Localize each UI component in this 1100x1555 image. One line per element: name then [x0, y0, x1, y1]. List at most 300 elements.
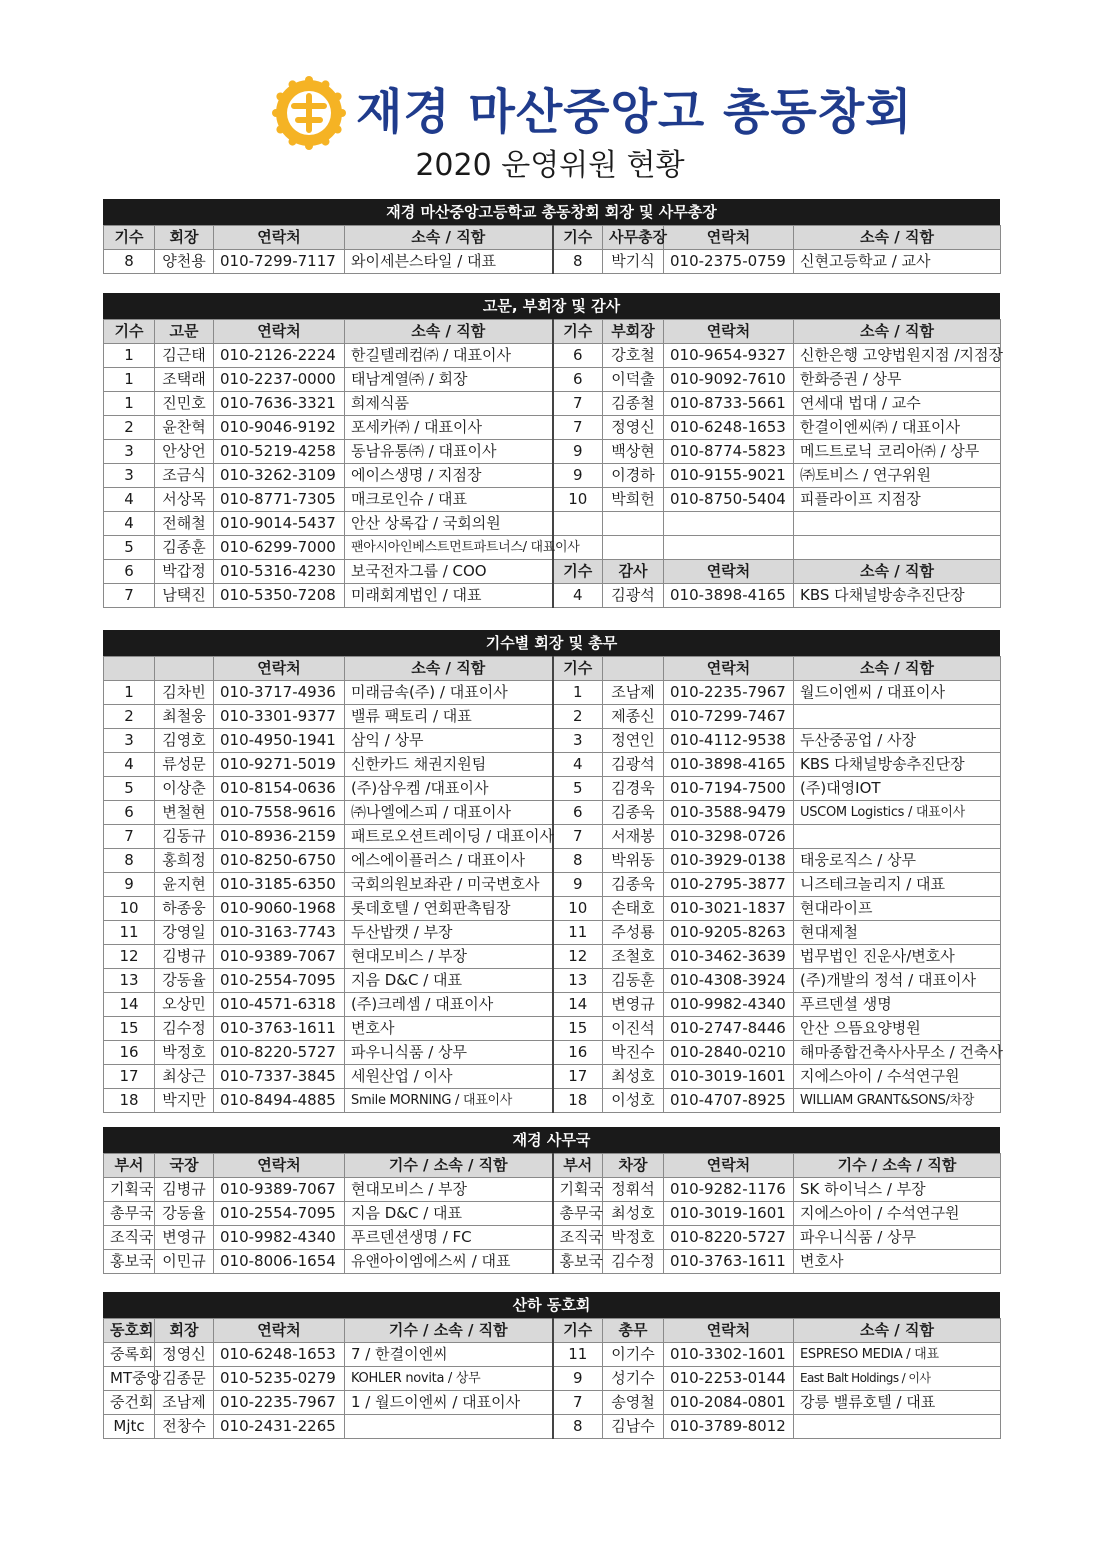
cell-phone: 010-9654-9327: [664, 344, 794, 368]
cell-name: 이덕출: [603, 368, 664, 392]
cell-class: 17: [553, 1065, 603, 1089]
cell-name: 박지만: [155, 1089, 214, 1113]
column-header: [603, 657, 664, 681]
cell-name: 서재봉: [603, 825, 664, 849]
cell-affiliation: 현대라이프: [794, 897, 1001, 921]
cell-name: 김경욱: [603, 777, 664, 801]
cell-affiliation: 변호사: [345, 1017, 553, 1041]
cell-class: 총무국: [104, 1202, 155, 1226]
cell-class: 3: [104, 464, 155, 488]
cell-phone: 010-6299-7000: [214, 536, 345, 560]
cell-affiliation: 밸류 팩토리 / 대표: [345, 705, 553, 729]
cell-phone: 010-2431-2265: [214, 1415, 345, 1439]
cell-affiliation: 롯데호텔 / 연회판촉팀장: [345, 897, 553, 921]
cell-class: 기획국: [104, 1178, 155, 1202]
cell-class: 10: [553, 897, 603, 921]
cell-phone: 010-8006-1654: [214, 1250, 345, 1274]
cell-name: 하종웅: [155, 897, 214, 921]
page-title: 재경 마산중앙고 총동창회: [356, 84, 913, 140]
cell-phone: 010-8154-0636: [214, 777, 345, 801]
cell-class: 16: [104, 1041, 155, 1065]
cell-class: 7: [553, 1391, 603, 1415]
cell-name: 주성룡: [603, 921, 664, 945]
cell-name: 이진석: [603, 1017, 664, 1041]
cell-phone: 010-7299-7117: [214, 250, 345, 274]
cell-affiliation: KBS 다채널방송추진단장: [794, 753, 1001, 777]
cell-class: 홍보국: [104, 1250, 155, 1274]
cell-name: 정영신: [603, 416, 664, 440]
cell-class: 6: [553, 344, 603, 368]
data-table: [103, 1153, 1001, 1274]
table-row: [104, 416, 1001, 440]
column-header: 사무총장: [603, 226, 664, 250]
cell-affiliation: 안산 상록갑 / 국회의원: [345, 512, 553, 536]
cell-affiliation: 현대제철: [794, 921, 1001, 945]
cell-name: 변철현: [155, 801, 214, 825]
cell-name: 정휘석: [603, 1178, 664, 1202]
cell-phone: 010-3298-0726: [664, 825, 794, 849]
cell-class: 18: [104, 1089, 155, 1113]
cell-class: 총무국: [553, 1202, 603, 1226]
cell-affiliation: 연세대 법대 / 교수: [794, 392, 1001, 416]
cell-class: 13: [553, 969, 603, 993]
column-header: 기수 / 소속 / 직함: [345, 1154, 553, 1178]
cell-affiliation: 태남계열㈜ / 회장: [345, 368, 553, 392]
cell-name: 김수정: [155, 1017, 214, 1041]
cell-phone: 010-3019-1601: [664, 1202, 794, 1226]
cell-phone: 010-2235-7967: [664, 681, 794, 705]
cell-name: 강동율: [155, 969, 214, 993]
cell-class: 1: [104, 392, 155, 416]
cell-name: 김광석: [603, 584, 664, 608]
cell-name: [603, 536, 664, 560]
cell-name: 강호철: [603, 344, 664, 368]
column-header: 연락처: [214, 226, 345, 250]
cell-name: 전해철: [155, 512, 214, 536]
cell-phone: 010-2840-0210: [664, 1041, 794, 1065]
cell-phone: 010-9046-9192: [214, 416, 345, 440]
cell-affiliation: 태웅로직스 / 상무: [794, 849, 1001, 873]
cell-class: 1: [104, 344, 155, 368]
table-row: [104, 512, 1001, 536]
cell-affiliation: 안산 으뜸요양병원: [794, 1017, 1001, 1041]
cell-class: 8: [553, 849, 603, 873]
cell-class: 3: [104, 729, 155, 753]
cell-phone: 010-5219-4258: [214, 440, 345, 464]
cell-class: 2: [553, 705, 603, 729]
cell-name: 손태호: [603, 897, 664, 921]
cell-phone: [664, 536, 794, 560]
cell-phone: 010-6248-1653: [664, 416, 794, 440]
table-header-row: [104, 1319, 1001, 1343]
page-header: [0, 70, 1100, 190]
cell-affiliation: KBS 다채널방송추진단장: [794, 584, 1001, 608]
cell-phone: 010-2126-2224: [214, 344, 345, 368]
cell-name: 윤지현: [155, 873, 214, 897]
cell-affiliation: [345, 1415, 553, 1439]
cell-name: 조남제: [603, 681, 664, 705]
cell-affiliation: 메드트로닉 코리아㈜ / 상무: [794, 440, 1001, 464]
cell-phone: 010-8733-5661: [664, 392, 794, 416]
cell-name: 전창수: [155, 1415, 214, 1439]
cell-class: 12: [553, 945, 603, 969]
cell-phone: 010-3717-4936: [214, 681, 345, 705]
column-header: 기수: [553, 1319, 603, 1343]
cell-phone: 010-8774-5823: [664, 440, 794, 464]
cell-class: 4: [104, 753, 155, 777]
table-row: [104, 1017, 1001, 1041]
cell-affiliation: (주)삼우켐 /대표이사: [345, 777, 553, 801]
cell-affiliation: 신한카드 채권지원팀: [345, 753, 553, 777]
cell-class: 15: [553, 1017, 603, 1041]
table-row: [104, 1041, 1001, 1065]
school-emblem-icon: [272, 76, 346, 150]
section-title: 재경 마산중앙고등학교 총동창회 회장 및 사무총장: [103, 199, 1000, 225]
table-row: [104, 560, 1001, 584]
cell-name: 이기수: [603, 1343, 664, 1367]
cell-name: 강영일: [155, 921, 214, 945]
table-row: [104, 801, 1001, 825]
cell-class: 7: [553, 825, 603, 849]
cell-name: 김종문: [155, 1367, 214, 1391]
cell-affiliation: [794, 536, 1001, 560]
cell-affiliation: 보국전자그룹 / COO: [345, 560, 553, 584]
cell-affiliation: 월드이엔씨 / 대표이사: [794, 681, 1001, 705]
cell-name: 김병규: [155, 1178, 214, 1202]
cell-name: 박진수: [603, 1041, 664, 1065]
cell-affiliation: 신현고등학교 / 교사: [794, 250, 1001, 274]
cell-affiliation: (주)대영IOT: [794, 777, 1001, 801]
cell-phone: 010-9205-8263: [664, 921, 794, 945]
cell-phone: 010-3462-3639: [664, 945, 794, 969]
cell-name: 송영철: [603, 1391, 664, 1415]
cell-affiliation: 지에스아이 / 수석연구원: [794, 1202, 1001, 1226]
table-row: [104, 1226, 1001, 1250]
table-row: [104, 705, 1001, 729]
cell-name: 조철호: [603, 945, 664, 969]
table-row: [104, 873, 1001, 897]
cell-class: 17: [104, 1065, 155, 1089]
cell-affiliation: [794, 1415, 1001, 1439]
table-header-row: [104, 226, 1001, 250]
cell-phone: 010-2235-7967: [214, 1391, 345, 1415]
cell-name: 김광석: [603, 753, 664, 777]
cell-affiliation: 해마종합건축사사무소 / 건축사: [794, 1041, 1001, 1065]
cell-affiliation: 한결이엔씨㈜ / 대표이사: [794, 416, 1001, 440]
section-president: [103, 199, 1000, 274]
cell-phone: 010-4707-8925: [664, 1089, 794, 1113]
cell-affiliation: (주)개발의 정석 / 대표이사: [794, 969, 1001, 993]
cell-phone: 010-8220-5727: [214, 1041, 345, 1065]
cell-name: 김근태: [155, 344, 214, 368]
column-header: 기수: [553, 657, 603, 681]
column-header: 기수: [104, 320, 155, 344]
cell-affiliation: 피플라이프 지점장: [794, 488, 1001, 512]
cell-class: 조직국: [104, 1226, 155, 1250]
cell-phone: 010-5350-7208: [214, 584, 345, 608]
cell-phone: 010-6248-1653: [214, 1343, 345, 1367]
cell-name: 정연인: [603, 729, 664, 753]
table-header-row: [104, 1154, 1001, 1178]
cell-phone: 010-8771-7305: [214, 488, 345, 512]
cell-name: 최상근: [155, 1065, 214, 1089]
cell-class: 8: [104, 250, 155, 274]
section-class-reps: [103, 630, 1003, 1113]
cell-affiliation: 유앤아이엠에스씨 / 대표: [345, 1250, 553, 1274]
cell-affiliation: 매크로인슈 / 대표: [345, 488, 553, 512]
cell-affiliation: 강릉 밸류호텔 / 대표: [794, 1391, 1001, 1415]
section-title: 재경 사무국: [103, 1127, 1000, 1153]
cell-name: 이상춘: [155, 777, 214, 801]
table-row: [104, 921, 1001, 945]
table-row: [104, 969, 1001, 993]
cell-affiliation: 니즈테크놀리지 / 대표: [794, 873, 1001, 897]
column-header: 연락처: [214, 1154, 345, 1178]
cell-class: 5: [553, 777, 603, 801]
page-subtitle: 2020 운영위원 현황: [415, 148, 685, 183]
cell-name: 진민호: [155, 392, 214, 416]
cell-name: 김종욱: [603, 873, 664, 897]
cell-phone: 010-2237-0000: [214, 368, 345, 392]
cell-affiliation: (주)크레셈 / 대표이사: [345, 993, 553, 1017]
cell-name: 성기수: [603, 1367, 664, 1391]
column-header: 부서: [553, 1154, 603, 1178]
cell-phone: 010-3021-1837: [664, 897, 794, 921]
column-header: 기수: [104, 226, 155, 250]
data-table: [103, 1318, 1001, 1439]
cell-affiliation: 현대모비스 / 부장: [345, 1178, 553, 1202]
cell-name: 최성호: [603, 1202, 664, 1226]
cell-phone: 010-9389-7067: [214, 945, 345, 969]
cell-class: 9: [553, 873, 603, 897]
column-header: 소속 / 직함: [794, 1319, 1001, 1343]
cell-affiliation: 두산밥캣 / 부장: [345, 921, 553, 945]
cell-name: 최철웅: [155, 705, 214, 729]
cell-phone: 010-9982-4340: [214, 1226, 345, 1250]
table-row: [104, 250, 1001, 274]
cell-phone: 010-8220-5727: [664, 1226, 794, 1250]
column-header: 동호회: [104, 1319, 155, 1343]
cell-class: 5: [104, 777, 155, 801]
section-title: 산하 동호회: [103, 1292, 1000, 1318]
cell-phone: 010-3789-8012: [664, 1415, 794, 1439]
cell-name: 백상현: [603, 440, 664, 464]
column-header: 연락처: [664, 657, 794, 681]
cell-class: 7: [104, 584, 155, 608]
cell-phone: 010-9014-5437: [214, 512, 345, 536]
audit-column-header: 연락처: [664, 560, 794, 584]
cell-class: 7: [553, 392, 603, 416]
table-header-row: [104, 320, 1001, 344]
cell-affiliation: 에이스생명 / 지점장: [345, 464, 553, 488]
cell-name: 김병규: [155, 945, 214, 969]
cell-class: 8: [104, 849, 155, 873]
cell-affiliation: 포세카㈜ / 대표이사: [345, 416, 553, 440]
table-row: [104, 368, 1001, 392]
column-header: 회장: [155, 226, 214, 250]
table-row: [104, 1089, 1001, 1113]
cell-affiliation: 푸르덴션생명 / FC: [345, 1226, 553, 1250]
cell-name: 김종훈: [155, 536, 214, 560]
table-row: [104, 1367, 1001, 1391]
data-table: [103, 656, 1001, 1113]
cell-name: 김영호: [155, 729, 214, 753]
cell-phone: 010-2253-0144: [664, 1367, 794, 1391]
cell-name: 홍희정: [155, 849, 214, 873]
cell-name: 제종신: [603, 705, 664, 729]
cell-name: 이민규: [155, 1250, 214, 1274]
cell-class: 홍보국: [553, 1250, 603, 1274]
cell-name: 조금식: [155, 464, 214, 488]
cell-class: 8: [553, 1415, 603, 1439]
cell-affiliation: 희제식품: [345, 392, 553, 416]
cell-name: 박갑정: [155, 560, 214, 584]
cell-name: 박정호: [155, 1041, 214, 1065]
table-row: [104, 729, 1001, 753]
cell-affiliation: 세원산업 / 이사: [345, 1065, 553, 1089]
cell-phone: 010-3929-0138: [664, 849, 794, 873]
cell-phone: 010-4571-6318: [214, 993, 345, 1017]
cell-class: [553, 512, 603, 536]
cell-affiliation: 에스에이플러스 / 대표이사: [345, 849, 553, 873]
cell-phone: 010-9982-4340: [664, 993, 794, 1017]
cell-name: 윤찬혁: [155, 416, 214, 440]
cell-phone: 010-7558-9616: [214, 801, 345, 825]
cell-name: 김동훈: [603, 969, 664, 993]
cell-class: Mjtc: [104, 1415, 155, 1439]
cell-class: 11: [553, 921, 603, 945]
cell-class: 2: [104, 416, 155, 440]
cell-class: 6: [104, 801, 155, 825]
column-header: 고문: [155, 320, 214, 344]
cell-name: 김종철: [603, 392, 664, 416]
cell-phone: 010-3302-1601: [664, 1343, 794, 1367]
cell-class: 중건회: [104, 1391, 155, 1415]
cell-phone: 010-9155-9021: [664, 464, 794, 488]
cell-phone: 010-2795-3877: [664, 873, 794, 897]
cell-class: 6: [104, 560, 155, 584]
cell-name: 박기식: [603, 250, 664, 274]
cell-class: 1: [104, 368, 155, 392]
cell-affiliation: 푸르덴셜 생명: [794, 993, 1001, 1017]
cell-name: 오상민: [155, 993, 214, 1017]
cell-class: 6: [553, 368, 603, 392]
cell-name: 정영신: [155, 1343, 214, 1367]
table-row: [104, 1415, 1001, 1439]
cell-phone: 010-4308-3924: [664, 969, 794, 993]
column-header: [104, 657, 155, 681]
table-row: [104, 344, 1001, 368]
cell-name: 이성호: [603, 1089, 664, 1113]
cell-phone: 010-2554-7095: [214, 969, 345, 993]
cell-class: 중록회: [104, 1343, 155, 1367]
cell-class: 18: [553, 1089, 603, 1113]
table-row: [104, 777, 1001, 801]
cell-name: 김남수: [603, 1415, 664, 1439]
cell-name: 김차빈: [155, 681, 214, 705]
cell-phone: 010-9282-1176: [664, 1178, 794, 1202]
cell-phone: 010-5316-4230: [214, 560, 345, 584]
cell-phone: 010-9389-7067: [214, 1178, 345, 1202]
cell-affiliation: 패트로오션트레이딩 / 대표이사: [345, 825, 553, 849]
cell-class: 9: [553, 1367, 603, 1391]
cell-class: 7: [104, 825, 155, 849]
cell-name: 류성문: [155, 753, 214, 777]
cell-name: 서상목: [155, 488, 214, 512]
cell-phone: [664, 512, 794, 536]
table-row: [104, 1178, 1001, 1202]
cell-affiliation: East Balt Holdings / 이사: [794, 1367, 1001, 1391]
cell-affiliation: 삼익 / 상무: [345, 729, 553, 753]
table-row: [104, 440, 1001, 464]
cell-affiliation: 지에스아이 / 수석연구원: [794, 1065, 1001, 1089]
cell-affiliation: 신한은행 고양법원지점 /지점장: [794, 344, 1001, 368]
cell-class: 14: [104, 993, 155, 1017]
cell-affiliation: 파우니식품 / 상무: [345, 1041, 553, 1065]
cell-affiliation: 미래회계법인 / 대표: [345, 584, 553, 608]
cell-affiliation: 국회의원보좌관 / 미국변호사: [345, 873, 553, 897]
table-row: [104, 1391, 1001, 1415]
column-header: 국장: [155, 1154, 214, 1178]
column-header: 기수 / 소속 / 직함: [794, 1154, 1001, 1178]
cell-affiliation: ㈜나엘에스피 / 대표이사: [345, 801, 553, 825]
cell-class: 9: [553, 440, 603, 464]
table-row: [104, 681, 1001, 705]
cell-affiliation: 한길텔레컴㈜ / 대표이사: [345, 344, 553, 368]
cell-phone: 010-3185-6350: [214, 873, 345, 897]
cell-class: 14: [553, 993, 603, 1017]
cell-phone: 010-3262-3109: [214, 464, 345, 488]
cell-phone: 010-9271-5019: [214, 753, 345, 777]
data-table: [103, 319, 1001, 608]
table-row: [104, 1343, 1001, 1367]
table-row: [104, 753, 1001, 777]
cell-class: 9: [104, 873, 155, 897]
section-advisors: [103, 293, 1003, 608]
column-header: 소속 / 직함: [794, 226, 1001, 250]
cell-phone: 010-2375-0759: [664, 250, 794, 274]
column-header: 부회장: [603, 320, 664, 344]
table-row: [104, 488, 1001, 512]
cell-phone: 010-8936-2159: [214, 825, 345, 849]
column-header: 연락처: [664, 226, 794, 250]
table-row: [104, 536, 1001, 560]
column-header: 소속 / 직함: [345, 320, 553, 344]
cell-class: 4: [553, 753, 603, 777]
cell-affiliation: 두산중공업 / 사장: [794, 729, 1001, 753]
table-row: [104, 464, 1001, 488]
column-header: 소속 / 직함: [345, 657, 553, 681]
table-row: [104, 1250, 1001, 1274]
table-row: [104, 825, 1001, 849]
column-header: 연락처: [214, 1319, 345, 1343]
cell-name: 이경하: [603, 464, 664, 488]
cell-phone: 010-3163-7743: [214, 921, 345, 945]
cell-phone: 010-9060-1968: [214, 897, 345, 921]
audit-column-header: 기수: [553, 560, 603, 584]
cell-class: 13: [104, 969, 155, 993]
cell-affiliation: 지음 D&C / 대표: [345, 969, 553, 993]
cell-name: 조남제: [155, 1391, 214, 1415]
cell-class: 3: [553, 729, 603, 753]
cell-affiliation: KOHLER novita / 상무: [345, 1367, 553, 1391]
table-row: [104, 1202, 1001, 1226]
column-header: 소속 / 직함: [794, 320, 1001, 344]
cell-affiliation: 한화증권 / 상무: [794, 368, 1001, 392]
cell-phone: 010-7299-7467: [664, 705, 794, 729]
column-header: 기수 / 소속 / 직함: [345, 1319, 553, 1343]
cell-class: 12: [104, 945, 155, 969]
